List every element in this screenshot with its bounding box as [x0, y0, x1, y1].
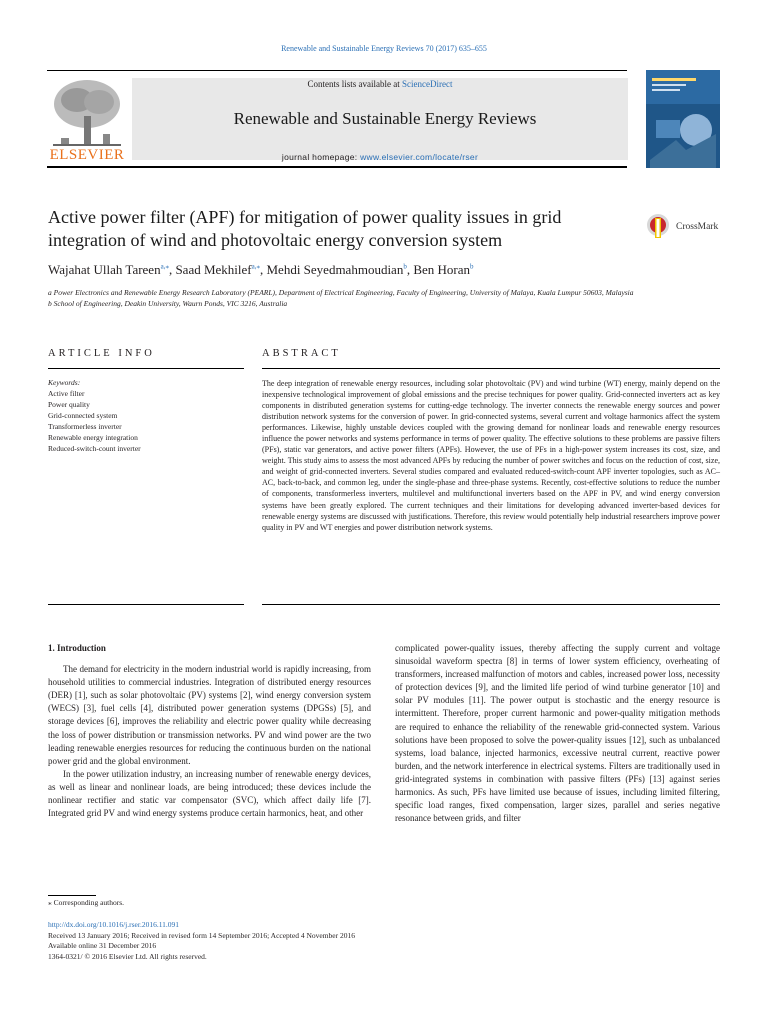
corresponding-author-footnote: ⁎ Corresponding authors. — [48, 898, 125, 907]
keywords-block — [48, 377, 244, 454]
author-name[interactable]: Mehdi Seyedmahmoudian — [266, 262, 404, 277]
journal-cover-thumbnail[interactable] — [646, 70, 720, 168]
author-name[interactable]: Wajahat Ullah Tareen — [48, 262, 161, 277]
article-info-rule — [48, 368, 244, 369]
affiliation-text: Power Electronics and Renewable Energy Research Laboratory (PEARL), Department of Electrical Engineering, Faculty of Engineering, University of Malaya, Kuala Lumpur 50603, Malaysia — [53, 288, 634, 297]
header-bottom-rule — [47, 166, 627, 168]
author-list — [48, 262, 648, 278]
body-column-right — [395, 642, 720, 825]
abstract-heading: ABSTRACT — [262, 348, 341, 359]
body-paragraph: complicated power-quality issues, thereby affecting the supply current and voltage sinusoidal waveform spectra [8] in terms of lower system efficiency, overheating of transformers, increased malfunction of motors and cables, increased power loss, necessity of protection devices [9], and the limited life period of wind turbine generator [10] and solar PV modules [11]. The power output is stochastic and the energy resource is intermittent. Therefore, proper current harmonic and power-quality mitigation methods are required to enhance the reliability of the renewable grid-connected system. Various solutions have been proposed to solve the power-quality issues [12], such as unbalanced systems, load balance, injected harmonics, excessive neutral current, reactive power burden, and the network interference in electrical systems. Filters are traditionally used in grid-integrated systems in combination with passive filters (PFs) [13] against series harmonics. As such, PFs have limited use because of issues, including limited filtering, specific load ranges, fixed compensation, larger sizes, parallel and series negative resonance between grids, and filter — [395, 643, 720, 824]
author-separator: , — [259, 262, 267, 277]
keyword: Reduced-switch-count inverter — [48, 444, 141, 453]
author-affiliation-mark[interactable]: b — [403, 262, 407, 271]
crossmark-icon[interactable] — [646, 213, 670, 239]
journal-citation[interactable]: Renewable and Sustainable Energy Reviews 70 (2017) 635–655 — [281, 44, 487, 53]
author-separator: , — [168, 262, 176, 277]
author-affiliation-mark[interactable]: b — [470, 262, 474, 271]
body-paragraph: In the power utilization industry, an increasing number of renewable energy devices, as well as linear and nonlinear loads, are being introduced; these devices include the nonlinear rectifier and static var compensator (SVC), which affect daily life [7]. Integrated grid PV and wind energy systems produce certain harmonics, heat, and other — [48, 768, 371, 819]
copyright-line: 1364-0321/ © 2016 Elsevier Ltd. All rights reserved. — [48, 951, 207, 961]
abstract-rule — [262, 368, 720, 369]
article-info-heading: ARTICLE INFO — [48, 348, 155, 359]
affiliation-mark: b — [48, 299, 52, 308]
keyword: Active filter — [48, 389, 85, 398]
article-title: Active power filter (APF) for mitigation of power quality issues in grid integration of wind and photovoltaic energy conversion system — [48, 207, 562, 250]
keyword: Transformerless inverter — [48, 422, 122, 431]
sciencedirect-link[interactable]: ScienceDirect — [402, 79, 453, 89]
crossmark-label[interactable]: CrossMark — [676, 222, 719, 232]
journal-homepage — [132, 152, 628, 162]
footnote-rule — [48, 895, 96, 896]
author-name[interactable]: Saad Mekhilef — [175, 262, 252, 277]
author-name[interactable]: Ben Horan — [413, 262, 471, 277]
author-affiliation-mark[interactable]: a,⁎ — [251, 262, 260, 271]
homepage-prefix: journal homepage: — [281, 152, 361, 162]
article-history — [48, 920, 548, 962]
abstract-end-rule — [262, 604, 720, 605]
body-paragraph: The demand for electricity in the modern industrial world is rapidly increasing, from household utilities to commercial industries. Integration of distributed energy resources (DER) [1], such as solar photovoltaic (PV) systems [2], wind energy conversion system (WECS) [3], fuel cells [4], distributed power generation systems (DPGSs) [5], and storage devices [6], improves the reliability and electric power quality while decreasing the loss of power distribution or transmission networks. PV and wind power are the two leading renewable energies resources for reducing the continuous burden on the national power grid and the global environment. — [48, 664, 371, 766]
keywords-label: Keywords: — [48, 378, 81, 387]
abstract-text: The deep integration of renewable energy resources, including solar photovoltaic (PV) and wind turbine (WT) energy, mainly depend on the inexpensive technological improvement of global emissions and the precise techniques for power quality. Grid-connected inverters act as key components in distributed generation systems for cutting-edge technology. The inverter connects the renewable energy sources and power distribution network systems for the conversion of power. In grid-connected systems, several current and voltage harmonics affect the system performances. Likewise, highly unstable devices coupled with the growing demand for nonlinear loads and renewable energy resources influence the power networks and systems performance in terms of power quality. The effective solutions to these problems are passive filters (PFs), static var generators, and active power filters (APFs). However, the use of PFs in a high-power system increases its cost, size, and weight. This study aims to assess the most advanced APFs by reducing the number of power switches and focus on the reduction of cost, size, and weight of grid-connected inverters. Several studies compared and evaluated reduced-switch-count APF inverter topologies, such as AC–AC, back-to-back, and common leg, under the single-phase and three-phase systems. Recently, cost-effective solutions to reduce the number of components, transformerless inverters, multilevel and multifunctional inverters based on the APF in PV, and wind energy conversion systems have been greatly explored. The current techniques and their limitations for developing advanced inverter-based devices for renewable energy systems are discussed with justifications. Therefore, this review would potentially help industrial researchers improve power quality in PV and WT energies and power distribution network systems. — [262, 379, 720, 532]
elsevier-wordmark: ELSEVIER — [49, 147, 125, 163]
keyword: Grid-connected system — [48, 411, 118, 420]
homepage-link[interactable]: www.elsevier.com/locate/rser — [360, 152, 479, 162]
received-dates: Received 13 January 2016; Received in revised form 14 September 2016; Accepted 4 November 2016 — [48, 930, 355, 940]
article-info-end-rule — [48, 604, 244, 605]
author-separator: , — [406, 262, 414, 277]
affiliation-mark: a — [48, 288, 52, 297]
affiliation-item — [48, 298, 648, 309]
journal-title: Renewable and Sustainable Energy Reviews — [233, 109, 537, 128]
author-affiliation-mark[interactable]: a,⁎ — [160, 262, 169, 271]
affiliations — [48, 287, 648, 309]
keyword: Renewable energy integration — [48, 433, 138, 442]
available-online: Available online 31 December 2016 — [48, 941, 157, 950]
header-top-rule — [47, 70, 627, 71]
section-heading: 1. Introduction — [48, 643, 106, 653]
affiliation-item — [48, 287, 648, 298]
keyword: Power quality — [48, 400, 90, 409]
contents-prefix: Contents lists available at — [307, 79, 402, 89]
affiliation-text: School of Engineering, Deakin University, Waurn Ponds, VIC 3216, Australia — [53, 299, 288, 308]
contents-line — [132, 79, 628, 89]
doi-link[interactable]: http://dx.doi.org/10.1016/j.rser.2016.11.091 — [48, 920, 180, 929]
body-column-left — [48, 642, 371, 820]
